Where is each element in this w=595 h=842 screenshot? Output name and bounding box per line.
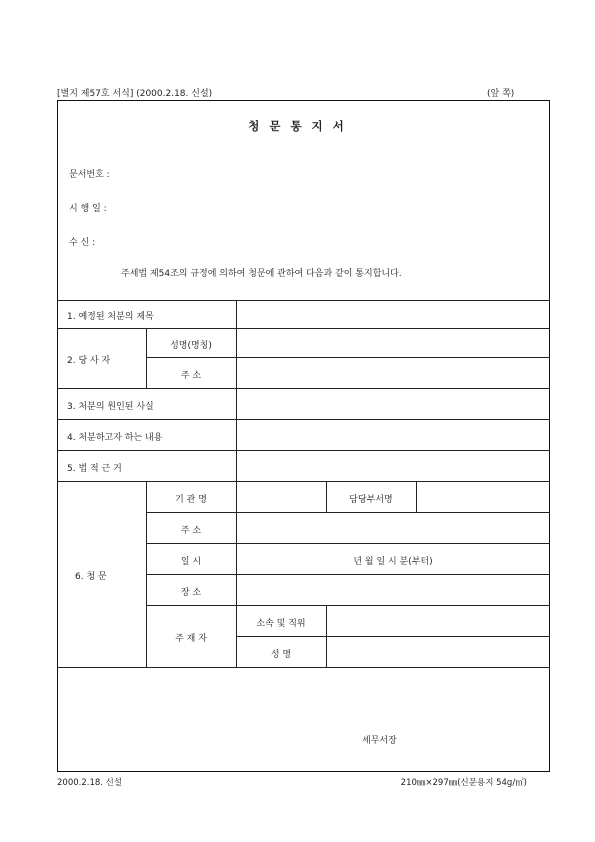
row-label-party-name: 성명(명칭) — [170, 341, 212, 351]
divider — [146, 357, 550, 358]
footer-paper-spec: 210㎜×297㎜(신문용지 54g/㎡) — [400, 778, 527, 788]
divider — [57, 481, 550, 482]
row-label-hearing: 6. 청 문 — [75, 572, 107, 582]
divider — [57, 388, 550, 389]
row-label-department: 담당부서명 — [349, 495, 393, 505]
divider — [57, 667, 550, 668]
signature-title: 세무서장 — [362, 736, 397, 746]
row-label-chair: 주 재 자 — [175, 634, 207, 644]
divider — [326, 605, 327, 667]
divider — [57, 450, 550, 451]
doc-number-label: 문서번호 : — [69, 170, 110, 180]
date-label: 시 행 일 : — [69, 204, 107, 214]
row-label-hearing-address: 주 소 — [180, 526, 202, 536]
row-label-disposition-title: 1. 예정된 처분의 제목 — [67, 312, 154, 322]
recipient-label: 수 신 : — [69, 238, 96, 248]
row-label-party: 2. 당 사 자 — [67, 356, 111, 366]
form-code: [별지 제57호 서식] (2000.2.18. 신설) — [57, 89, 213, 99]
row-label-party-address: 주 소 — [180, 371, 202, 381]
page-side-label: (앞 쪽) — [487, 89, 515, 99]
row-label-intended-disposition: 4. 처분하고자 하는 내용 — [67, 433, 163, 443]
divider — [236, 636, 550, 637]
row-label-cause-fact: 3. 처분의 원인된 사실 — [67, 402, 154, 412]
divider — [57, 419, 550, 420]
row-label-datetime: 일 시 — [180, 557, 202, 567]
divider — [146, 574, 550, 575]
row-label-chair-name: 성 명 — [270, 650, 292, 660]
row-label-chair-position: 소속 및 직위 — [256, 619, 306, 629]
divider — [146, 512, 550, 513]
divider — [416, 481, 417, 512]
footer-left: 2000.2.18. 신설 — [57, 778, 123, 788]
row-label-legal-basis: 5. 법 적 근 거 — [67, 464, 122, 474]
divider — [236, 300, 237, 667]
row-label-place: 장 소 — [180, 588, 202, 598]
divider — [57, 328, 550, 329]
row-label-agency: 기 관 명 — [175, 495, 207, 505]
divider — [146, 605, 550, 606]
divider — [146, 543, 550, 544]
datetime-value: 년 월 일 시 분(부터) — [353, 557, 433, 567]
document-title: 청 문 통 지 서 — [248, 119, 347, 133]
divider — [57, 300, 550, 301]
notice-text: 주세법 제54조의 규정에 의하여 청문에 관하여 다음과 같이 통지합니다. — [121, 269, 402, 279]
